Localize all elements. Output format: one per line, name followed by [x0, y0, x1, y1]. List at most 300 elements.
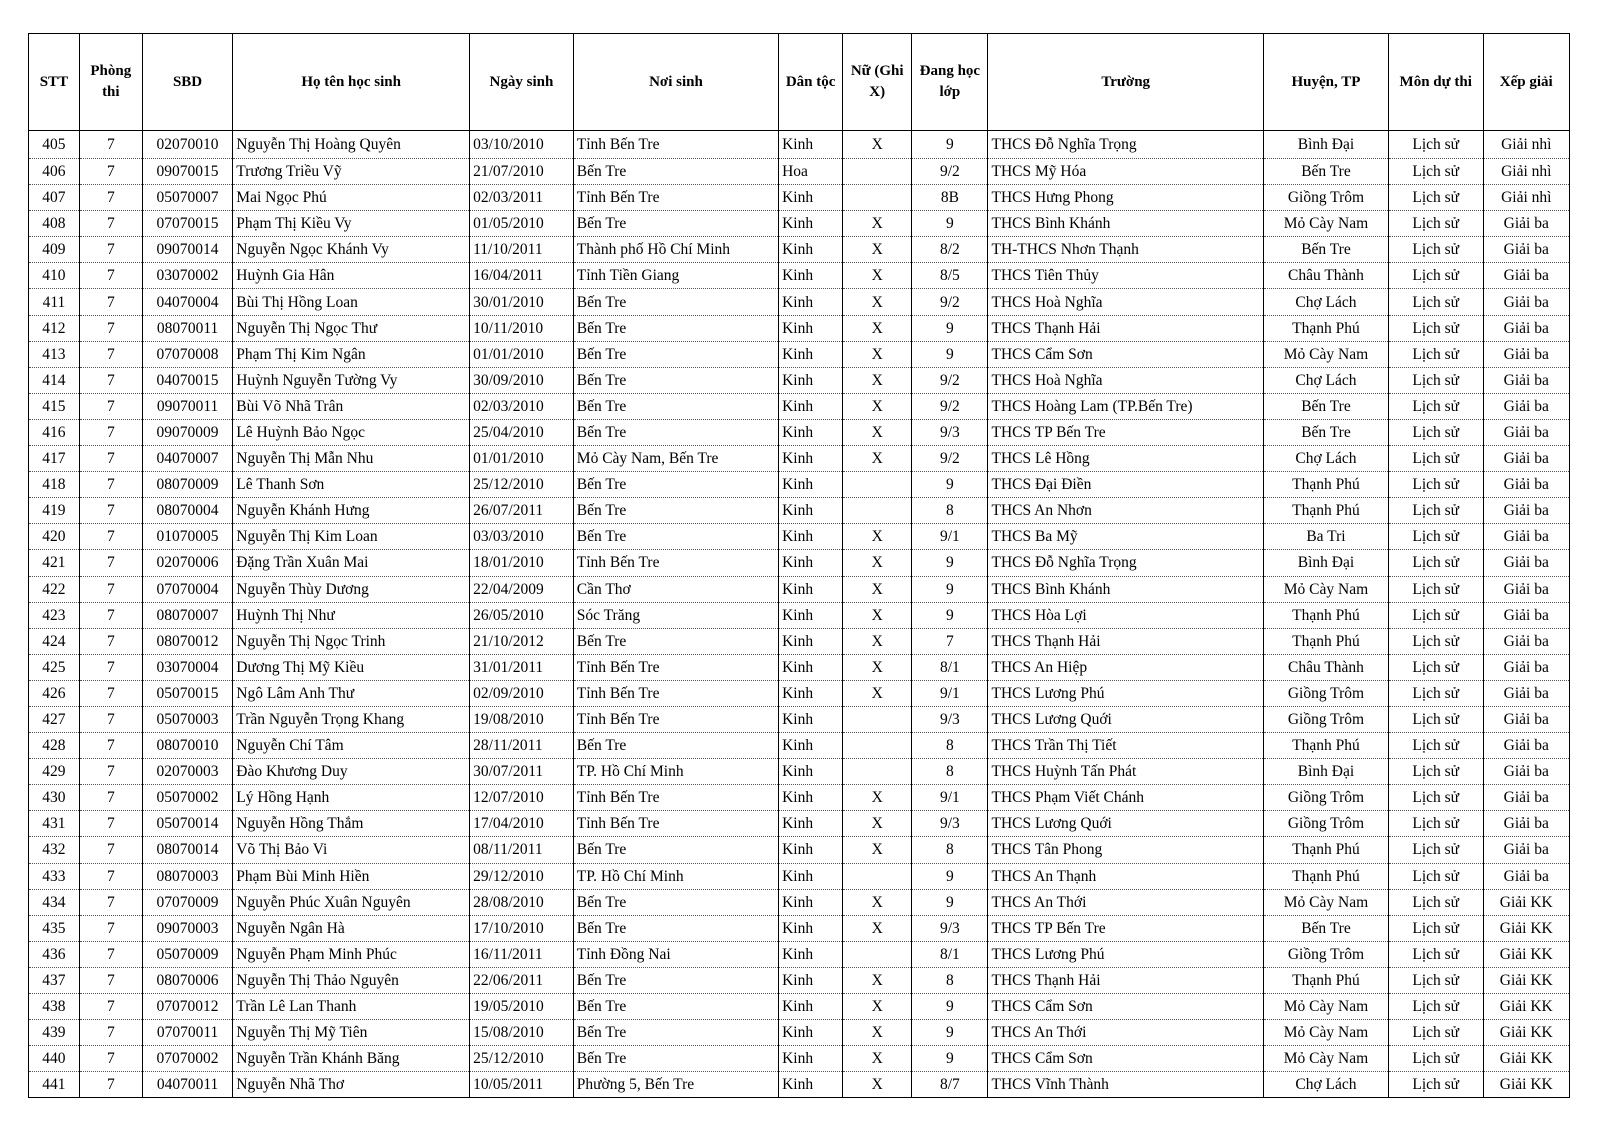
cell-lop: 9 — [912, 341, 988, 367]
cell-sbd: 05070009 — [142, 941, 232, 967]
cell-mon: Lịch sử — [1388, 759, 1483, 785]
table-row — [29, 706, 1570, 732]
cell-phong-thi: 7 — [79, 472, 142, 498]
cell-ho-ten: Nguyễn Hồng Thắm — [233, 811, 470, 837]
cell-sbd: 04070007 — [142, 446, 232, 472]
cell-noi-sinh: Bến Tre — [573, 419, 778, 445]
cell-ho-ten: Nguyễn Khánh Hưng — [233, 498, 470, 524]
cell-ngay-sinh: 02/09/2010 — [470, 680, 574, 706]
cell-truong: THCS An Nhơn — [988, 498, 1263, 524]
cell-mon: Lịch sử — [1388, 393, 1483, 419]
cell-noi-sinh: Bến Tre — [573, 524, 778, 550]
cell-xep-giai: Giải ba — [1483, 367, 1570, 393]
cell-ngay-sinh: 15/08/2010 — [470, 1020, 574, 1046]
cell-noi-sinh: Tỉnh Bến Tre — [573, 811, 778, 837]
cell-huyen: Giồng Trôm — [1263, 785, 1388, 811]
cell-truong: THCS Lương Phú — [988, 941, 1263, 967]
cell-stt: 437 — [29, 967, 80, 993]
header-xep-giai: Xếp giải — [1483, 34, 1570, 131]
cell-noi-sinh: Phường 5, Bến Tre — [573, 1072, 778, 1098]
table-row — [29, 654, 1570, 680]
cell-xep-giai: Giải ba — [1483, 211, 1570, 237]
cell-ho-ten: Nguyễn Phúc Xuân Nguyên — [233, 889, 470, 915]
cell-sbd: 08070011 — [142, 315, 232, 341]
cell-xep-giai: Giải KK — [1483, 967, 1570, 993]
cell-dan-toc: Kinh — [779, 680, 843, 706]
cell-phong-thi: 7 — [79, 1020, 142, 1046]
cell-truong: THCS An Thạnh — [988, 863, 1263, 889]
cell-sbd: 07070009 — [142, 889, 232, 915]
header-ho-ten: Họ tên học sinh — [233, 34, 470, 131]
header-row — [29, 34, 1570, 131]
cell-noi-sinh: Bến Tre — [573, 628, 778, 654]
cell-xep-giai: Giải ba — [1483, 393, 1570, 419]
cell-dan-toc: Kinh — [779, 237, 843, 263]
cell-mon: Lịch sử — [1388, 367, 1483, 393]
cell-sbd: 09070003 — [142, 915, 232, 941]
cell-lop: 9/3 — [912, 811, 988, 837]
table-row — [29, 1072, 1570, 1098]
header-dan-toc: Dân tộc — [779, 34, 843, 131]
cell-mon: Lịch sử — [1388, 185, 1483, 211]
cell-stt: 422 — [29, 576, 80, 602]
table-row — [29, 759, 1570, 785]
cell-stt: 411 — [29, 289, 80, 315]
cell-lop: 9 — [912, 602, 988, 628]
cell-noi-sinh: Bến Tre — [573, 211, 778, 237]
cell-nu: X — [843, 263, 912, 289]
cell-huyen: Ba Tri — [1263, 524, 1388, 550]
cell-noi-sinh: Tỉnh Bến Tre — [573, 131, 778, 159]
cell-mon: Lịch sử — [1388, 994, 1483, 1020]
cell-stt: 406 — [29, 159, 80, 185]
cell-phong-thi: 7 — [79, 994, 142, 1020]
cell-sbd: 01070005 — [142, 524, 232, 550]
cell-dan-toc: Kinh — [779, 472, 843, 498]
cell-xep-giai: Giải ba — [1483, 263, 1570, 289]
cell-xep-giai: Giải ba — [1483, 576, 1570, 602]
cell-stt: 433 — [29, 863, 80, 889]
cell-phong-thi: 7 — [79, 393, 142, 419]
cell-dan-toc: Kinh — [779, 446, 843, 472]
cell-xep-giai: Giải nhì — [1483, 159, 1570, 185]
cell-huyen: Mỏ Cày Nam — [1263, 1020, 1388, 1046]
cell-truong: THCS Hoàng Lam (TP.Bến Tre) — [988, 393, 1263, 419]
table-row — [29, 498, 1570, 524]
cell-xep-giai: Giải KK — [1483, 1020, 1570, 1046]
cell-truong: THCS Cẩm Sơn — [988, 994, 1263, 1020]
table-row — [29, 185, 1570, 211]
cell-ho-ten: Phạm Thị Kiều Vy — [233, 211, 470, 237]
cell-truong: THCS Hưng Phong — [988, 185, 1263, 211]
table-row — [29, 131, 1570, 159]
cell-mon: Lịch sử — [1388, 967, 1483, 993]
cell-stt: 431 — [29, 811, 80, 837]
table-row — [29, 446, 1570, 472]
header-truong: Trường — [988, 34, 1263, 131]
cell-xep-giai: Giải ba — [1483, 733, 1570, 759]
cell-sbd: 07070015 — [142, 211, 232, 237]
cell-xep-giai: Giải ba — [1483, 315, 1570, 341]
cell-dan-toc: Kinh — [779, 263, 843, 289]
cell-huyen: Thạnh Phú — [1263, 967, 1388, 993]
cell-xep-giai: Giải ba — [1483, 759, 1570, 785]
cell-mon: Lịch sử — [1388, 915, 1483, 941]
cell-sbd: 08070007 — [142, 602, 232, 628]
cell-phong-thi: 7 — [79, 941, 142, 967]
cell-stt: 418 — [29, 472, 80, 498]
cell-huyen: Thạnh Phú — [1263, 628, 1388, 654]
cell-sbd: 08070009 — [142, 472, 232, 498]
cell-ho-ten: Huỳnh Thị Như — [233, 602, 470, 628]
cell-lop: 9/2 — [912, 289, 988, 315]
cell-phong-thi: 7 — [79, 446, 142, 472]
cell-noi-sinh: Bến Tre — [573, 994, 778, 1020]
table-row — [29, 576, 1570, 602]
cell-ngay-sinh: 25/12/2010 — [470, 1046, 574, 1072]
cell-dan-toc: Kinh — [779, 915, 843, 941]
cell-mon: Lịch sử — [1388, 550, 1483, 576]
cell-lop: 9 — [912, 315, 988, 341]
cell-phong-thi: 7 — [79, 837, 142, 863]
cell-truong: THCS Bình Khánh — [988, 211, 1263, 237]
cell-mon: Lịch sử — [1388, 576, 1483, 602]
cell-xep-giai: Giải ba — [1483, 498, 1570, 524]
cell-nu: X — [843, 211, 912, 237]
header-mon: Môn dự thi — [1388, 34, 1483, 131]
cell-dan-toc: Kinh — [779, 628, 843, 654]
cell-ngay-sinh: 10/05/2011 — [470, 1072, 574, 1098]
cell-stt: 419 — [29, 498, 80, 524]
cell-nu: X — [843, 602, 912, 628]
table-row — [29, 341, 1570, 367]
cell-phong-thi: 7 — [79, 289, 142, 315]
cell-stt: 415 — [29, 393, 80, 419]
cell-phong-thi: 7 — [79, 785, 142, 811]
cell-huyen: Thạnh Phú — [1263, 472, 1388, 498]
cell-dan-toc: Kinh — [779, 733, 843, 759]
cell-lop: 8/1 — [912, 654, 988, 680]
cell-nu: X — [843, 915, 912, 941]
cell-xep-giai: Giải KK — [1483, 1046, 1570, 1072]
cell-ngay-sinh: 19/05/2010 — [470, 994, 574, 1020]
cell-nu: X — [843, 237, 912, 263]
cell-xep-giai: Giải ba — [1483, 237, 1570, 263]
cell-huyen: Thạnh Phú — [1263, 733, 1388, 759]
cell-ho-ten: Trương Triều Vỹ — [233, 159, 470, 185]
cell-noi-sinh: Tỉnh Bến Tre — [573, 680, 778, 706]
cell-mon: Lịch sử — [1388, 315, 1483, 341]
cell-phong-thi: 7 — [79, 1072, 142, 1098]
cell-huyen: Chợ Lách — [1263, 1072, 1388, 1098]
cell-lop: 9 — [912, 863, 988, 889]
cell-ngay-sinh: 29/12/2010 — [470, 863, 574, 889]
cell-lop: 9/2 — [912, 367, 988, 393]
cell-noi-sinh: TP. Hồ Chí Minh — [573, 863, 778, 889]
cell-ngay-sinh: 28/08/2010 — [470, 889, 574, 915]
cell-mon: Lịch sử — [1388, 498, 1483, 524]
cell-huyen: Bến Tre — [1263, 237, 1388, 263]
cell-nu: X — [843, 967, 912, 993]
cell-mon: Lịch sử — [1388, 211, 1483, 237]
cell-lop: 8B — [912, 185, 988, 211]
cell-phong-thi: 7 — [79, 237, 142, 263]
cell-dan-toc: Kinh — [779, 367, 843, 393]
table-row — [29, 837, 1570, 863]
cell-ho-ten: Lý Hồng Hạnh — [233, 785, 470, 811]
cell-phong-thi: 7 — [79, 863, 142, 889]
cell-phong-thi: 7 — [79, 524, 142, 550]
table-row — [29, 263, 1570, 289]
cell-nu — [843, 941, 912, 967]
cell-noi-sinh: Bến Tre — [573, 315, 778, 341]
cell-sbd: 09070009 — [142, 419, 232, 445]
cell-sbd: 08070014 — [142, 837, 232, 863]
cell-dan-toc: Hoa — [779, 159, 843, 185]
cell-nu: X — [843, 576, 912, 602]
cell-nu: X — [843, 889, 912, 915]
cell-nu: X — [843, 367, 912, 393]
cell-xep-giai: Giải KK — [1483, 1072, 1570, 1098]
cell-truong: THCS Lương Quới — [988, 706, 1263, 732]
table-row — [29, 863, 1570, 889]
cell-stt: 432 — [29, 837, 80, 863]
cell-ngay-sinh: 26/07/2011 — [470, 498, 574, 524]
cell-truong: THCS Đỗ Nghĩa Trọng — [988, 550, 1263, 576]
cell-xep-giai: Giải nhì — [1483, 131, 1570, 159]
table-row — [29, 315, 1570, 341]
cell-dan-toc: Kinh — [779, 576, 843, 602]
cell-mon: Lịch sử — [1388, 941, 1483, 967]
cell-ngay-sinh: 18/01/2010 — [470, 550, 574, 576]
cell-nu: X — [843, 524, 912, 550]
cell-ngay-sinh: 25/04/2010 — [470, 419, 574, 445]
cell-phong-thi: 7 — [79, 889, 142, 915]
cell-stt: 409 — [29, 237, 80, 263]
cell-huyen: Giồng Trôm — [1263, 706, 1388, 732]
cell-mon: Lịch sử — [1388, 863, 1483, 889]
cell-noi-sinh: Sóc Trăng — [573, 602, 778, 628]
cell-phong-thi: 7 — [79, 602, 142, 628]
cell-lop: 9 — [912, 576, 988, 602]
cell-ho-ten: Mai Ngọc Phú — [233, 185, 470, 211]
cell-noi-sinh: Bến Tre — [573, 498, 778, 524]
cell-ngay-sinh: 30/09/2010 — [470, 367, 574, 393]
cell-noi-sinh: Bến Tre — [573, 472, 778, 498]
cell-phong-thi: 7 — [79, 211, 142, 237]
cell-huyen: Mỏ Cày Nam — [1263, 1046, 1388, 1072]
cell-truong: THCS An Hiệp — [988, 654, 1263, 680]
cell-huyen: Thạnh Phú — [1263, 863, 1388, 889]
cell-xep-giai: Giải KK — [1483, 889, 1570, 915]
cell-truong: THCS Huỳnh Tấn Phát — [988, 759, 1263, 785]
cell-mon: Lịch sử — [1388, 472, 1483, 498]
cell-lop: 9 — [912, 994, 988, 1020]
cell-huyen: Mỏ Cày Nam — [1263, 994, 1388, 1020]
cell-huyen: Bình Đại — [1263, 759, 1388, 785]
cell-dan-toc: Kinh — [779, 941, 843, 967]
table-row — [29, 159, 1570, 185]
cell-truong: THCS Hoà Nghĩa — [988, 289, 1263, 315]
cell-huyen: Bến Tre — [1263, 393, 1388, 419]
cell-ngay-sinh: 02/03/2010 — [470, 393, 574, 419]
cell-dan-toc: Kinh — [779, 994, 843, 1020]
cell-ngay-sinh: 30/07/2011 — [470, 759, 574, 785]
cell-phong-thi: 7 — [79, 628, 142, 654]
cell-ngay-sinh: 17/10/2010 — [470, 915, 574, 941]
cell-ho-ten: Phạm Thị Kim Ngân — [233, 341, 470, 367]
cell-huyen: Bình Đại — [1263, 131, 1388, 159]
cell-ho-ten: Huỳnh Nguyễn Tường Vy — [233, 367, 470, 393]
cell-sbd: 08070012 — [142, 628, 232, 654]
cell-noi-sinh: TP. Hồ Chí Minh — [573, 759, 778, 785]
cell-stt: 441 — [29, 1072, 80, 1098]
cell-ngay-sinh: 30/01/2010 — [470, 289, 574, 315]
cell-ho-ten: Nguyễn Trần Khánh Băng — [233, 1046, 470, 1072]
cell-huyen: Mỏ Cày Nam — [1263, 889, 1388, 915]
cell-dan-toc: Kinh — [779, 1046, 843, 1072]
cell-nu: X — [843, 994, 912, 1020]
cell-truong: THCS Thạnh Hải — [988, 628, 1263, 654]
cell-phong-thi: 7 — [79, 576, 142, 602]
cell-ho-ten: Lê Huỳnh Bảo Ngọc — [233, 419, 470, 445]
cell-mon: Lịch sử — [1388, 889, 1483, 915]
cell-mon: Lịch sử — [1388, 341, 1483, 367]
cell-ngay-sinh: 16/11/2011 — [470, 941, 574, 967]
cell-noi-sinh: Bến Tre — [573, 289, 778, 315]
cell-lop: 9 — [912, 131, 988, 159]
cell-ngay-sinh: 03/03/2010 — [470, 524, 574, 550]
cell-sbd: 08070010 — [142, 733, 232, 759]
cell-lop: 9 — [912, 1046, 988, 1072]
cell-truong: THCS Hoà Nghĩa — [988, 367, 1263, 393]
cell-mon: Lịch sử — [1388, 785, 1483, 811]
cell-noi-sinh: Tỉnh Bến Tre — [573, 706, 778, 732]
cell-ngay-sinh: 22/04/2009 — [470, 576, 574, 602]
cell-truong: THCS Vĩnh Thành — [988, 1072, 1263, 1098]
cell-nu — [843, 472, 912, 498]
cell-huyen: Bến Tre — [1263, 419, 1388, 445]
cell-sbd: 05070003 — [142, 706, 232, 732]
cell-huyen: Thạnh Phú — [1263, 315, 1388, 341]
cell-stt: 416 — [29, 419, 80, 445]
cell-nu — [843, 863, 912, 889]
cell-sbd: 02070003 — [142, 759, 232, 785]
header-nu: Nữ (Ghi X) — [843, 34, 912, 131]
cell-dan-toc: Kinh — [779, 706, 843, 732]
table-row — [29, 733, 1570, 759]
cell-huyen: Giồng Trôm — [1263, 185, 1388, 211]
table-row — [29, 967, 1570, 993]
cell-noi-sinh: Cần Thơ — [573, 576, 778, 602]
cell-truong: THCS Mỹ Hóa — [988, 159, 1263, 185]
cell-lop: 8 — [912, 498, 988, 524]
cell-mon: Lịch sử — [1388, 680, 1483, 706]
cell-nu: X — [843, 654, 912, 680]
cell-stt: 439 — [29, 1020, 80, 1046]
table-row — [29, 889, 1570, 915]
cell-dan-toc: Kinh — [779, 811, 843, 837]
cell-ho-ten: Nguyễn Thị Ngọc Trinh — [233, 628, 470, 654]
cell-nu: X — [843, 837, 912, 863]
cell-xep-giai: Giải ba — [1483, 550, 1570, 576]
cell-stt: 428 — [29, 733, 80, 759]
cell-phong-thi: 7 — [79, 654, 142, 680]
cell-phong-thi: 7 — [79, 263, 142, 289]
cell-sbd: 08070004 — [142, 498, 232, 524]
cell-ho-ten: Đặng Trần Xuân Mai — [233, 550, 470, 576]
cell-phong-thi: 7 — [79, 185, 142, 211]
header-noi-sinh: Nơi sinh — [573, 34, 778, 131]
cell-xep-giai: Giải ba — [1483, 785, 1570, 811]
cell-truong: THCS TP Bến Tre — [988, 915, 1263, 941]
cell-nu: X — [843, 680, 912, 706]
cell-dan-toc: Kinh — [779, 524, 843, 550]
table-row — [29, 915, 1570, 941]
cell-truong: THCS Tân Phong — [988, 837, 1263, 863]
cell-sbd: 09070011 — [142, 393, 232, 419]
cell-truong: THCS Lương Quới — [988, 811, 1263, 837]
table-row — [29, 628, 1570, 654]
cell-stt: 440 — [29, 1046, 80, 1072]
cell-phong-thi: 7 — [79, 706, 142, 732]
cell-dan-toc: Kinh — [779, 211, 843, 237]
cell-ho-ten: Nguyễn Ngọc Khánh Vy — [233, 237, 470, 263]
cell-mon: Lịch sử — [1388, 1072, 1483, 1098]
cell-dan-toc: Kinh — [779, 602, 843, 628]
cell-ho-ten: Nguyễn Thùy Dương — [233, 576, 470, 602]
cell-ngay-sinh: 21/07/2010 — [470, 159, 574, 185]
cell-mon: Lịch sử — [1388, 524, 1483, 550]
cell-xep-giai: Giải ba — [1483, 341, 1570, 367]
cell-stt: 424 — [29, 628, 80, 654]
header-phong-thi: Phòng thi — [79, 34, 142, 131]
cell-ho-ten: Ngô Lâm Anh Thư — [233, 680, 470, 706]
cell-dan-toc: Kinh — [779, 785, 843, 811]
cell-sbd: 07070004 — [142, 576, 232, 602]
cell-ngay-sinh: 16/04/2011 — [470, 263, 574, 289]
cell-ho-ten: Nguyễn Thị Hoàng Quyên — [233, 131, 470, 159]
cell-truong: THCS Thạnh Hải — [988, 967, 1263, 993]
cell-ngay-sinh: 12/07/2010 — [470, 785, 574, 811]
cell-huyen: Giồng Trôm — [1263, 680, 1388, 706]
cell-ngay-sinh: 26/05/2010 — [470, 602, 574, 628]
cell-ho-ten: Dương Thị Mỹ Kiều — [233, 654, 470, 680]
cell-dan-toc: Kinh — [779, 393, 843, 419]
cell-huyen: Thạnh Phú — [1263, 498, 1388, 524]
cell-dan-toc: Kinh — [779, 863, 843, 889]
cell-stt: 434 — [29, 889, 80, 915]
cell-xep-giai: Giải ba — [1483, 837, 1570, 863]
cell-phong-thi: 7 — [79, 131, 142, 159]
cell-nu: X — [843, 131, 912, 159]
cell-lop: 9/1 — [912, 785, 988, 811]
cell-dan-toc: Kinh — [779, 759, 843, 785]
cell-truong: THCS Phạm Viết Chánh — [988, 785, 1263, 811]
cell-lop: 9/3 — [912, 419, 988, 445]
cell-phong-thi: 7 — [79, 315, 142, 341]
cell-nu: X — [843, 628, 912, 654]
cell-dan-toc: Kinh — [779, 185, 843, 211]
cell-stt: 414 — [29, 367, 80, 393]
cell-xep-giai: Giải ba — [1483, 863, 1570, 889]
table-row — [29, 237, 1570, 263]
cell-nu: X — [843, 1020, 912, 1046]
cell-truong: THCS Ba Mỹ — [988, 524, 1263, 550]
cell-dan-toc: Kinh — [779, 550, 843, 576]
cell-huyen: Châu Thành — [1263, 263, 1388, 289]
cell-ho-ten: Nguyễn Chí Tâm — [233, 733, 470, 759]
